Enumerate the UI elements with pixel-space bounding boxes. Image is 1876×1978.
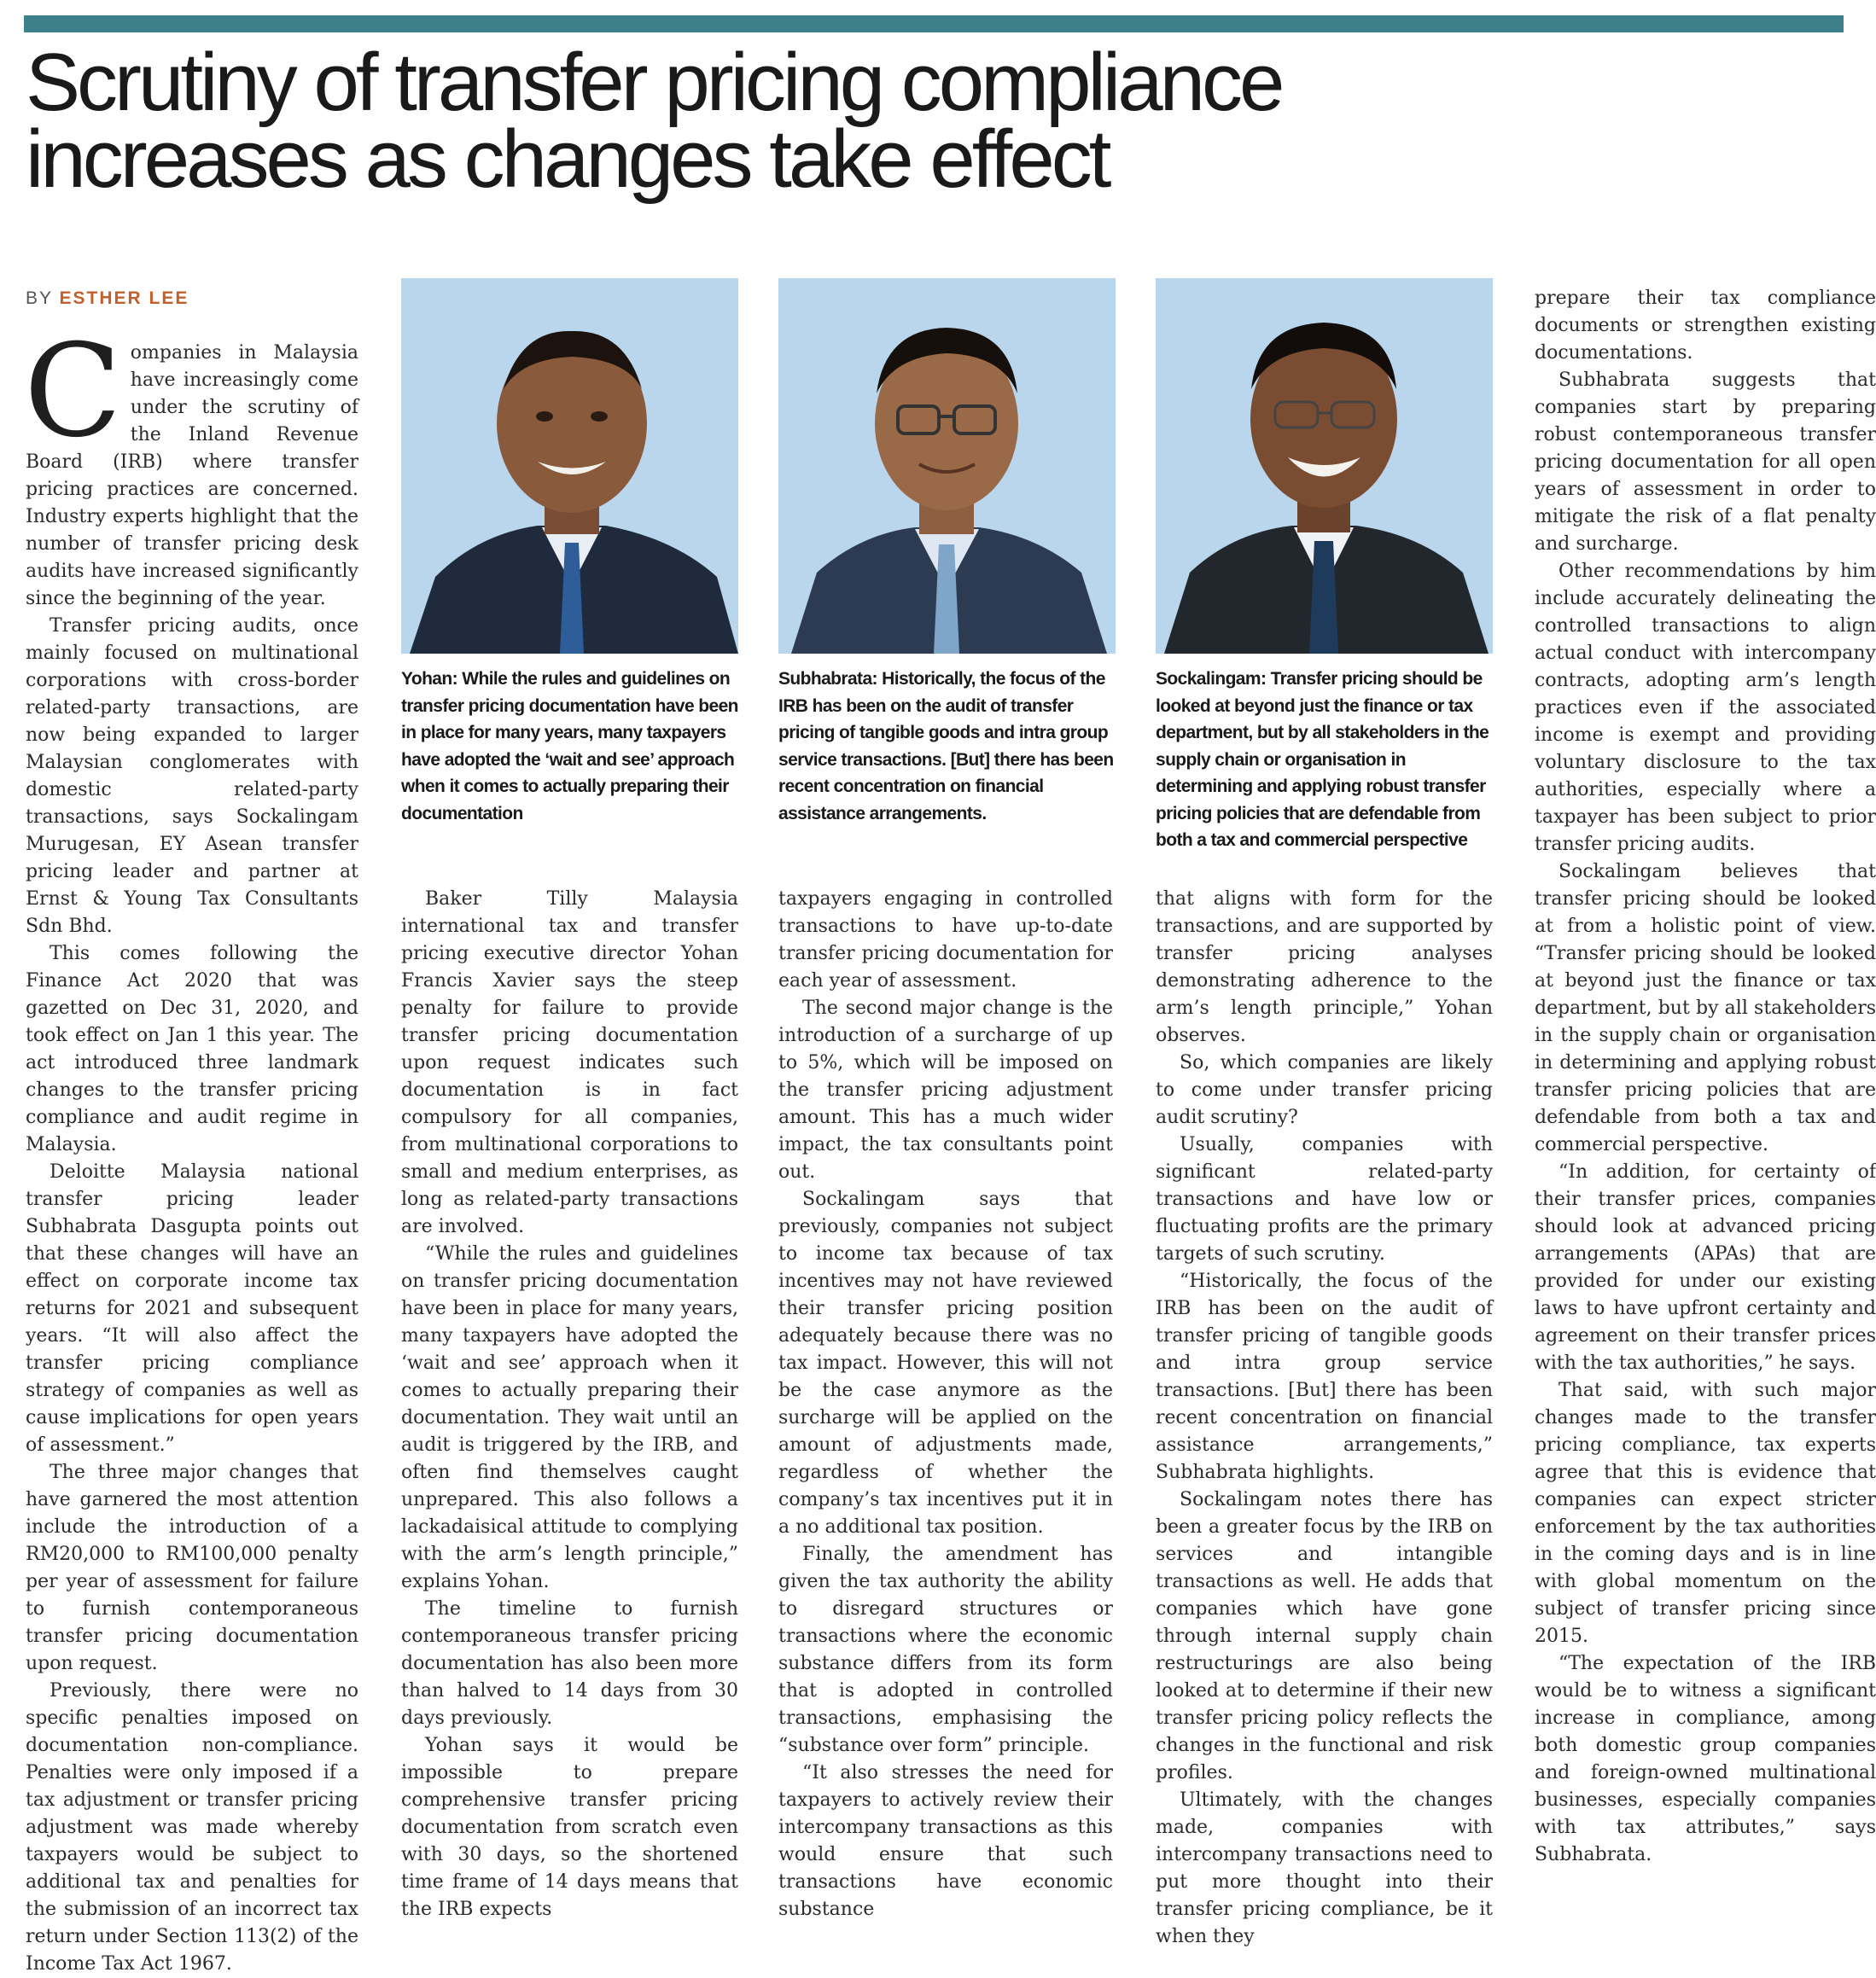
paragraph: Transfer pricing audits, once mainly focused on multinational corporations with cross-border related-party transactions, are now being expanded to larger Malaysian conglomerates with domestic related-party transactions, says Sockalingam Murugesan, EY Asean transfer pricing leader and partner at Ernst & Young Tax Consultants Sdn Bhd. (26, 615, 358, 937)
article-column-2 (401, 886, 738, 1923)
paragraph: The timeline to furnish contemporaneous transfer pricing documentation has also been more than halved to 14 days from 30 days previously. (401, 1598, 738, 1729)
photo-caption-sockalingam: Sockalingam: Transfer pricing should be looked at beyond just the finance or tax department, but by all stakeholders in the supply chain or organisation in determining and applying robust transfer pricing policies that are defendable from both a tax and commercial perspective (1156, 669, 1489, 850)
photo-subhabrata (778, 278, 1116, 654)
paragraph: Ultimately, with the changes made, companies with intercompany transactions need to put more thought into their transfer pricing compliance, be it when they (1156, 1789, 1493, 1947)
headline-line-1: Scrutiny of transfer pricing compliance (26, 37, 1282, 128)
paragraph: Yohan says it would be impossible to prepare comprehensive transfer pricing documentation from scratch even with 30 days, so the shortened time frame of 14 days means that the IRB expects (401, 1735, 738, 1920)
paragraph: So, which companies are likely to come under transfer pricing audit scrutiny? (1156, 1052, 1493, 1128)
photo-sockalingam (1156, 278, 1493, 654)
portrait-yohan-image (401, 278, 738, 654)
paragraph: “In addition, for certainty of their transfer prices, companies should look at advanced pricing arrangements (APAs) that are provided for under our existing laws to have upfront certainty and agreement on their transfer prices with the tax authorities,” he says. (1535, 1161, 1876, 1374)
paragraph: Baker Tilly Malaysia international tax and transfer pricing executive director Yohan Francis Xavier says the steep penalty for failure to provide transfer pricing documentation upon request indicates such documentation is in fact compulsory for all companies, from multinational corporations to small and medium enterprises, as long as related-party transactions are involved. (401, 888, 738, 1237)
paragraph: The second major change is the introduction of a surcharge of up to 5%, which will be imposed on the transfer pricing adjustment amount. This has a much wider impact, the tax consultants point out. (778, 998, 1113, 1183)
article-column-4 (1156, 886, 1493, 1951)
drop-cap: C (24, 317, 122, 466)
paragraph: that aligns with form for the transactions, and are supported by transfer pricing analyses demonstrating adherence to the arm’s length principle,” Yohan observes. (1156, 888, 1493, 1046)
photo-caption-yohan: Yohan: While the rules and guidelines on transfer pricing documentation have been in place for many years, many taxpayers have adopted the ‘wait and see’ approach when it comes to actually preparing their documentation (401, 669, 738, 823)
paragraph: Finally, the amendment has given the tax authority the ability to disregard structures or transactions where the economic substance differs from its form that is adopted in controlled transactions, emphasising the “substance over form” principle. (778, 1544, 1113, 1756)
paragraph: “It also stresses the need for taxpayers to actively review their intercompany transactions as this would ensure that such transactions have economic substance (778, 1762, 1113, 1920)
photo-caption-subhabrata: Subhabrata: Historically, the focus of the IRB has been on the audit of transfer pricing of tangible goods and intra group service transactions. [But] there has been recent concentration on financial assistance arrangements. (778, 669, 1114, 823)
paragraph: That said, with such major changes made to the transfer pricing compliance, tax experts agree that this is evidence that companies can expect stricter enforcement by the tax authorities in the coming days and is in line with global momentum on the subject of transfer pricing since 2015. (1535, 1380, 1876, 1647)
paragraph: Sockalingam notes there has been a greater focus by the IRB on services and intangible transactions as well. He adds that companies which have gone through internal supply chain restructurings are also being looked at to determine if their new transfer pricing policy reflects the changes in the functional and risk profiles. (1156, 1489, 1493, 1783)
paragraph: Sockalingam believes that transfer pricing should be looked at from a holistic point of view. “Transfer pricing should be looked at beyond just the finance or tax department, but by all stakeholders in the supply chain or organisation in determining and applying robust transfer pricing policies that are defendable from both a tax and commercial perspective. (1535, 861, 1876, 1155)
article-column-1 (24, 317, 358, 1978)
paragraph: Subhabrata suggests that companies start by preparing robust contemporaneous transfer pricing documentation for all open years of assessment in order to mitigate the risk of a flat penalty and surcharge. (1535, 369, 1876, 555)
byline-author: ESTHER LEE (59, 288, 189, 308)
portrait-subhabrata-image (778, 278, 1116, 654)
photo-yohan (401, 278, 738, 654)
paragraph: taxpayers engaging in controlled transactions to have up-to-date transfer pricing documentation for each year of assessment. (778, 888, 1113, 992)
byline (26, 288, 189, 309)
headline-line-2: increases as changes take effect (26, 113, 1109, 205)
paragraph: “Historically, the focus of the IRB has been on the audit of transfer pricing of tangible goods and intra group service transactions. [But] there has been recent concentration on financial assistance arrangements,” Subhabrata highlights. (1156, 1271, 1493, 1483)
paragraph: Deloitte Malaysia national transfer pricing leader Subhabrata Dasgupta points out that these changes will have an effect on corporate income tax returns for 2021 and subsequent years. “It will also affect the transfer pricing compliance strategy of companies as well as cause implications for open years of assessment.” (26, 1161, 358, 1456)
lead-paragraph (24, 317, 358, 613)
paragraph: Usually, companies with significant related-party transactions and have low or fluctuating profits are the primary targets of such scrutiny. (1156, 1134, 1493, 1265)
paragraph: Previously, there were no specific penalties imposed on documentation non-compliance. Penalties were only imposed if a tax adjustment or transfer pricing adjustment was made whereby taxpayers would be subject to additional tax and penalties for the submission of an incorrect tax return under Section 113(2) of the Income Tax Act 1967. (26, 1680, 358, 1975)
headline (26, 37, 1647, 205)
paragraph: prepare their tax compliance documents or strengthen existing documentations. (1535, 288, 1876, 364)
paragraph: “The expectation of the IRB would be to witness a significant increase in compliance, among both domestic group companies and foreign-owned multinational businesses, especially companies with tax attributes,” says Subhabrata. (1535, 1653, 1876, 1865)
paragraph: This comes following the Finance Act 2020 that was gazetted on Dec 31, 2020, and took effect on Jan 1 this year. The act introduced three landmark changes to the transfer pricing compliance and audit regime in Malaysia. (26, 943, 358, 1155)
paragraph: The three major changes that have garnered the most attention include the introduction of a RM20,000 to RM100,000 penalty per year of assessment for failure to furnish contemporaneous transfer pricing documentation upon request. (26, 1462, 358, 1674)
paragraph: “While the rules and guidelines on transfer pricing documentation have been in place for many years, many taxpayers have adopted the ‘wait and see’ approach when it comes to actually preparing their documentation. They wait until an audit is triggered by the IRB, and often find themselves caught unprepared. This also follows a lackadaisical attitude to complying with the arm’s length principle,” explains Yohan. (401, 1243, 738, 1592)
paragraph: Other recommendations by him include accurately delineating the controlled transactions to align actual conduct with intercompany contracts, adopting arm’s length practices even if the associated income is exempt and providing voluntary disclosure to the tax authorities, especially where a taxpayer has been subject to prior transfer pricing audits. (1535, 561, 1876, 855)
article-column-5 (1535, 285, 1876, 1869)
lead-paragraph-text: ompanies in Malaysia have increasingly come under the scrutiny of the Inland Revenue Board (IRB) where transfer pricing practices are concerned. Industry experts highlight that the number of transfer pricing desk audits have increased significantly since the beginning of the year. (26, 342, 358, 609)
article-column-3 (778, 886, 1113, 1923)
portrait-sockalingam-image (1156, 278, 1493, 654)
byline-prefix: BY (26, 288, 53, 308)
paragraph: Sockalingam says that previously, companies not subject to income tax because of tax incentives may not have reviewed their transfer pricing position adequately because there was no tax impact. However, this will not be the case anymore as the surcharge will be applied on the amount of adjustments made, regardless of whether the company’s tax incentives put it in a no additional tax position. (778, 1189, 1113, 1538)
top-accent-bar (24, 15, 1844, 32)
